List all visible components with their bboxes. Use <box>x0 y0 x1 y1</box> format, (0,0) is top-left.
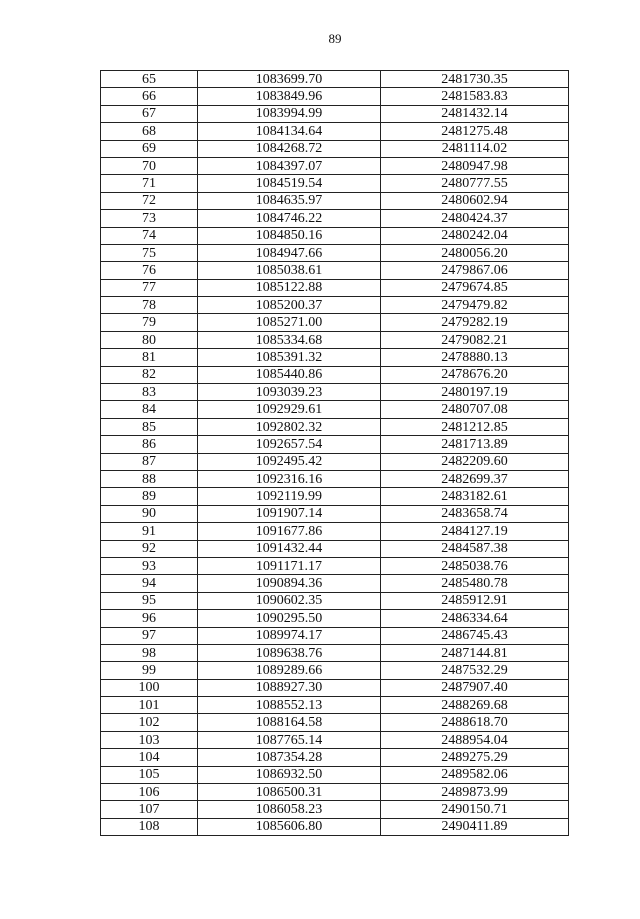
table-row <box>101 557 569 574</box>
table-row <box>101 140 569 157</box>
x-coordinate-cell: 1085200.37 <box>198 297 381 314</box>
y-coordinate-cell: 2485480.78 <box>381 575 569 592</box>
point-number-cell: 65 <box>101 71 198 88</box>
x-coordinate-cell: 1083699.70 <box>198 71 381 88</box>
table-row <box>101 105 569 122</box>
x-coordinate-cell: 1084519.54 <box>198 175 381 192</box>
y-coordinate-cell: 2478676.20 <box>381 366 569 383</box>
y-coordinate-cell: 2488954.04 <box>381 731 569 748</box>
y-coordinate-cell: 2485038.76 <box>381 557 569 574</box>
x-coordinate-cell: 1084746.22 <box>198 210 381 227</box>
x-coordinate-cell: 1088552.13 <box>198 697 381 714</box>
point-number-cell: 95 <box>101 592 198 609</box>
y-coordinate-cell: 2478880.13 <box>381 349 569 366</box>
point-number-cell: 75 <box>101 244 198 261</box>
point-number-cell: 92 <box>101 540 198 557</box>
table-row <box>101 662 569 679</box>
y-coordinate-cell: 2487144.81 <box>381 644 569 661</box>
point-number-cell: 66 <box>101 88 198 105</box>
x-coordinate-cell: 1085038.61 <box>198 262 381 279</box>
y-coordinate-cell: 2488618.70 <box>381 714 569 731</box>
x-coordinate-cell: 1093039.23 <box>198 384 381 401</box>
y-coordinate-cell: 2490150.71 <box>381 801 569 818</box>
table-row <box>101 488 569 505</box>
y-coordinate-cell: 2481713.89 <box>381 436 569 453</box>
point-number-cell: 101 <box>101 697 198 714</box>
x-coordinate-cell: 1092495.42 <box>198 453 381 470</box>
y-coordinate-cell: 2482209.60 <box>381 453 569 470</box>
point-number-cell: 94 <box>101 575 198 592</box>
point-number-cell: 99 <box>101 662 198 679</box>
point-number-cell: 103 <box>101 731 198 748</box>
y-coordinate-cell: 2479479.82 <box>381 297 569 314</box>
table-row <box>101 175 569 192</box>
point-number-cell: 71 <box>101 175 198 192</box>
point-number-cell: 108 <box>101 818 198 835</box>
point-number-cell: 80 <box>101 331 198 348</box>
table-row <box>101 679 569 696</box>
x-coordinate-cell: 1090295.50 <box>198 610 381 627</box>
y-coordinate-cell: 2489873.99 <box>381 784 569 801</box>
x-coordinate-cell: 1092929.61 <box>198 401 381 418</box>
point-number-cell: 78 <box>101 297 198 314</box>
point-number-cell: 97 <box>101 627 198 644</box>
x-coordinate-cell: 1091677.86 <box>198 523 381 540</box>
point-number-cell: 91 <box>101 523 198 540</box>
y-coordinate-cell: 2483658.74 <box>381 505 569 522</box>
table-row <box>101 366 569 383</box>
point-number-cell: 105 <box>101 766 198 783</box>
y-coordinate-cell: 2480056.20 <box>381 244 569 261</box>
y-coordinate-cell: 2489582.06 <box>381 766 569 783</box>
y-coordinate-cell: 2480424.37 <box>381 210 569 227</box>
x-coordinate-cell: 1083994.99 <box>198 105 381 122</box>
x-coordinate-cell: 1090602.35 <box>198 592 381 609</box>
x-coordinate-cell: 1087354.28 <box>198 749 381 766</box>
coordinates-table <box>100 70 569 836</box>
x-coordinate-cell: 1091432.44 <box>198 540 381 557</box>
x-coordinate-cell: 1084850.16 <box>198 227 381 244</box>
table-row <box>101 470 569 487</box>
x-coordinate-cell: 1089289.66 <box>198 662 381 679</box>
table-row <box>101 644 569 661</box>
point-number-cell: 84 <box>101 401 198 418</box>
x-coordinate-cell: 1088164.58 <box>198 714 381 731</box>
point-number-cell: 82 <box>101 366 198 383</box>
y-coordinate-cell: 2489275.29 <box>381 749 569 766</box>
table-row <box>101 540 569 557</box>
x-coordinate-cell: 1092119.99 <box>198 488 381 505</box>
point-number-cell: 100 <box>101 679 198 696</box>
point-number-cell: 69 <box>101 140 198 157</box>
point-number-cell: 96 <box>101 610 198 627</box>
y-coordinate-cell: 2486334.64 <box>381 610 569 627</box>
y-coordinate-cell: 2479082.21 <box>381 331 569 348</box>
table-row <box>101 210 569 227</box>
y-coordinate-cell: 2480197.19 <box>381 384 569 401</box>
y-coordinate-cell: 2481432.14 <box>381 105 569 122</box>
x-coordinate-cell: 1085271.00 <box>198 314 381 331</box>
x-coordinate-cell: 1086500.31 <box>198 784 381 801</box>
point-number-cell: 85 <box>101 418 198 435</box>
y-coordinate-cell: 2479867.06 <box>381 262 569 279</box>
x-coordinate-cell: 1085440.86 <box>198 366 381 383</box>
x-coordinate-cell: 1085122.88 <box>198 279 381 296</box>
x-coordinate-cell: 1085391.32 <box>198 349 381 366</box>
table-row <box>101 123 569 140</box>
table-row <box>101 749 569 766</box>
point-number-cell: 70 <box>101 157 198 174</box>
y-coordinate-cell: 2480242.04 <box>381 227 569 244</box>
point-number-cell: 90 <box>101 505 198 522</box>
table-row <box>101 88 569 105</box>
y-coordinate-cell: 2480777.55 <box>381 175 569 192</box>
x-coordinate-cell: 1084397.07 <box>198 157 381 174</box>
table-row <box>101 766 569 783</box>
x-coordinate-cell: 1084947.66 <box>198 244 381 261</box>
table-row <box>101 592 569 609</box>
point-number-cell: 104 <box>101 749 198 766</box>
point-number-cell: 106 <box>101 784 198 801</box>
y-coordinate-cell: 2485912.91 <box>381 592 569 609</box>
point-number-cell: 89 <box>101 488 198 505</box>
y-coordinate-cell: 2481114.02 <box>381 140 569 157</box>
table-row <box>101 801 569 818</box>
table-row <box>101 610 569 627</box>
table-row <box>101 71 569 88</box>
point-number-cell: 68 <box>101 123 198 140</box>
point-number-cell: 67 <box>101 105 198 122</box>
point-number-cell: 73 <box>101 210 198 227</box>
x-coordinate-cell: 1084134.64 <box>198 123 381 140</box>
y-coordinate-cell: 2480947.98 <box>381 157 569 174</box>
y-coordinate-cell: 2480602.94 <box>381 192 569 209</box>
table-row <box>101 244 569 261</box>
x-coordinate-cell: 1085334.68 <box>198 331 381 348</box>
x-coordinate-cell: 1091907.14 <box>198 505 381 522</box>
table-row <box>101 523 569 540</box>
x-coordinate-cell: 1086058.23 <box>198 801 381 818</box>
point-number-cell: 107 <box>101 801 198 818</box>
x-coordinate-cell: 1083849.96 <box>198 88 381 105</box>
table-row <box>101 227 569 244</box>
table-row <box>101 436 569 453</box>
point-number-cell: 79 <box>101 314 198 331</box>
table-row <box>101 784 569 801</box>
table-row <box>101 314 569 331</box>
point-number-cell: 72 <box>101 192 198 209</box>
table-row <box>101 714 569 731</box>
table-row <box>101 297 569 314</box>
x-coordinate-cell: 1084268.72 <box>198 140 381 157</box>
point-number-cell: 93 <box>101 557 198 574</box>
y-coordinate-cell: 2484127.19 <box>381 523 569 540</box>
x-coordinate-cell: 1086932.50 <box>198 766 381 783</box>
table-row <box>101 505 569 522</box>
table-row <box>101 157 569 174</box>
x-coordinate-cell: 1089974.17 <box>198 627 381 644</box>
point-number-cell: 77 <box>101 279 198 296</box>
y-coordinate-cell: 2486745.43 <box>381 627 569 644</box>
y-coordinate-cell: 2487532.29 <box>381 662 569 679</box>
x-coordinate-cell: 1092316.16 <box>198 470 381 487</box>
point-number-cell: 86 <box>101 436 198 453</box>
x-coordinate-cell: 1091171.17 <box>198 557 381 574</box>
y-coordinate-cell: 2482699.37 <box>381 470 569 487</box>
x-coordinate-cell: 1090894.36 <box>198 575 381 592</box>
y-coordinate-cell: 2487907.40 <box>381 679 569 696</box>
point-number-cell: 83 <box>101 384 198 401</box>
page-number: 89 <box>328 31 342 46</box>
y-coordinate-cell: 2481212.85 <box>381 418 569 435</box>
table-row <box>101 627 569 644</box>
point-number-cell: 88 <box>101 470 198 487</box>
table-row <box>101 192 569 209</box>
y-coordinate-cell: 2488269.68 <box>381 697 569 714</box>
y-coordinate-cell: 2480707.08 <box>381 401 569 418</box>
table-row <box>101 401 569 418</box>
point-number-cell: 76 <box>101 262 198 279</box>
y-coordinate-cell: 2479282.19 <box>381 314 569 331</box>
x-coordinate-cell: 1092802.32 <box>198 418 381 435</box>
y-coordinate-cell: 2484587.38 <box>381 540 569 557</box>
y-coordinate-cell: 2481583.83 <box>381 88 569 105</box>
y-coordinate-cell: 2483182.61 <box>381 488 569 505</box>
table-row <box>101 818 569 835</box>
table-row <box>101 262 569 279</box>
x-coordinate-cell: 1089638.76 <box>198 644 381 661</box>
table-row <box>101 575 569 592</box>
point-number-cell: 87 <box>101 453 198 470</box>
table-row <box>101 384 569 401</box>
table-row <box>101 697 569 714</box>
point-number-cell: 81 <box>101 349 198 366</box>
y-coordinate-cell: 2479674.85 <box>381 279 569 296</box>
point-number-cell: 102 <box>101 714 198 731</box>
table-row <box>101 349 569 366</box>
x-coordinate-cell: 1092657.54 <box>198 436 381 453</box>
x-coordinate-cell: 1088927.30 <box>198 679 381 696</box>
y-coordinate-cell: 2481275.48 <box>381 123 569 140</box>
point-number-cell: 74 <box>101 227 198 244</box>
coordinates-table-body <box>101 71 569 836</box>
table-row <box>101 279 569 296</box>
y-coordinate-cell: 2481730.35 <box>381 71 569 88</box>
table-row <box>101 731 569 748</box>
x-coordinate-cell: 1085606.80 <box>198 818 381 835</box>
table-row <box>101 418 569 435</box>
point-number-cell: 98 <box>101 644 198 661</box>
x-coordinate-cell: 1084635.97 <box>198 192 381 209</box>
x-coordinate-cell: 1087765.14 <box>198 731 381 748</box>
table-row <box>101 453 569 470</box>
table-row <box>101 331 569 348</box>
y-coordinate-cell: 2490411.89 <box>381 818 569 835</box>
